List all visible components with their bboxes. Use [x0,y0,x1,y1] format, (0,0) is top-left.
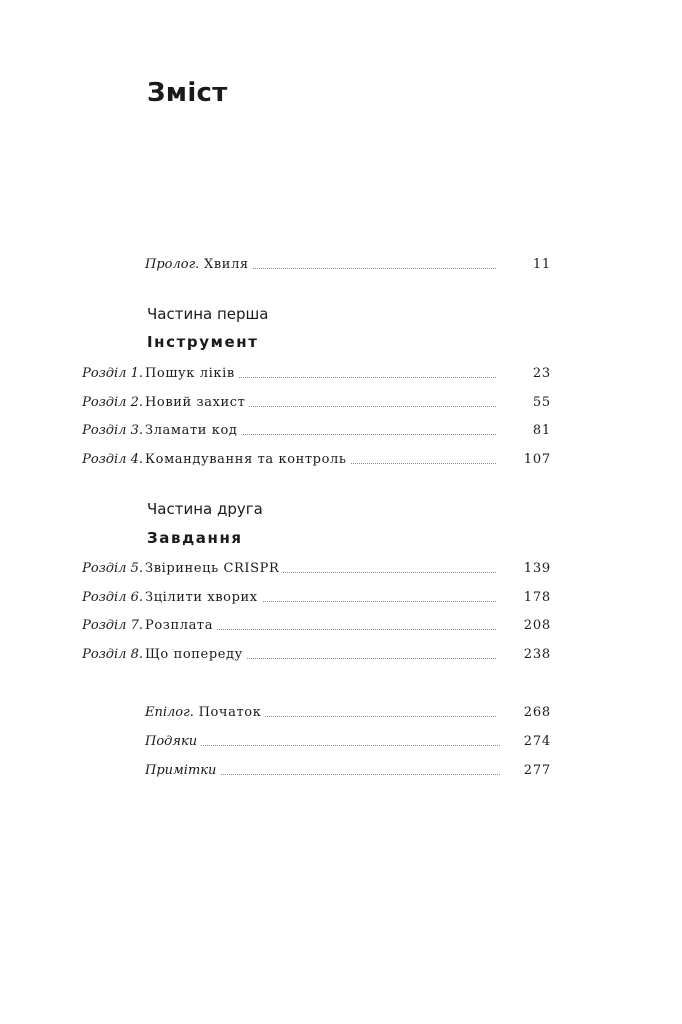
dot-leader [150,745,500,746]
toc-entry-notes[interactable] [0,760,682,782]
page-number: 23 [532,366,551,381]
toc-entry-label: Звіринець CRISPR [145,558,283,580]
toc-entry-prefix: Розділ 8. [82,647,143,662]
toc-entry-prefix: Розділ 2. [82,395,143,410]
toc-entry-label: Пролог. Хвиля [145,254,253,276]
toc-entry-label: Епілог. Початок [145,702,265,724]
toc-entry-chapter-5[interactable] [0,558,682,580]
page-title: Зміст [147,78,228,108]
toc-entry-prefix: Пролог. [145,257,200,272]
toc-entry-label: Новий захист [145,392,249,414]
page-number: 107 [523,452,551,467]
toc-entry-prologue[interactable] [0,254,682,276]
toc-entry-epilogue[interactable] [0,702,682,724]
toc-entry-label: Що попереду [145,644,247,666]
page-number: 277 [523,763,551,778]
toc-entry-label: Командування та контроль [145,449,351,471]
toc-entry-chapter-6[interactable] [0,587,682,609]
toc-entry-label: Пошук ліків [145,363,239,385]
toc-entry-label: Зцілити хворих [145,587,262,609]
toc-entry-label: Подяки [145,731,201,753]
toc-entry-prefix: Розділ 5. [82,561,143,576]
page-number: 238 [523,647,551,662]
part-title: Інструмент [147,333,259,351]
toc-entry-acknowledgments[interactable] [0,731,682,753]
toc-entry-prefix: Розділ 6. [82,590,143,605]
toc-entry-chapter-3[interactable] [0,420,682,442]
page-number: 268 [523,705,551,720]
toc-entry-prefix: Розділ 4. [82,452,143,467]
toc-entry-prefix: Епілог. [145,705,194,720]
toc-entry-chapter-1[interactable] [0,363,682,385]
part-subtitle: Частина друга [147,500,263,518]
page-number: 139 [523,561,551,576]
toc-entry-label: Зламати код [145,420,242,442]
toc-entry-label: Примітки [145,760,220,782]
part-title: Завдання [147,529,243,547]
toc-entry-chapter-8[interactable] [0,644,682,666]
toc-entry-label: Розплата [145,615,217,637]
page-number: 178 [523,590,551,605]
toc-entry-chapter-4[interactable] [0,449,682,471]
page-number: 274 [523,734,551,749]
page-number: 11 [532,257,551,272]
toc-entry-prefix: Розділ 7. [82,618,143,633]
toc-entry-chapter-7[interactable] [0,615,682,637]
toc-entry-prefix: Розділ 3. [82,423,143,438]
part-subtitle: Частина перша [147,305,269,323]
page-number: 81 [532,423,551,438]
page-number: 208 [523,618,551,633]
toc-entry-chapter-2[interactable] [0,392,682,414]
toc-entry-prefix: Розділ 1. [82,366,143,381]
page-number: 55 [532,395,551,410]
